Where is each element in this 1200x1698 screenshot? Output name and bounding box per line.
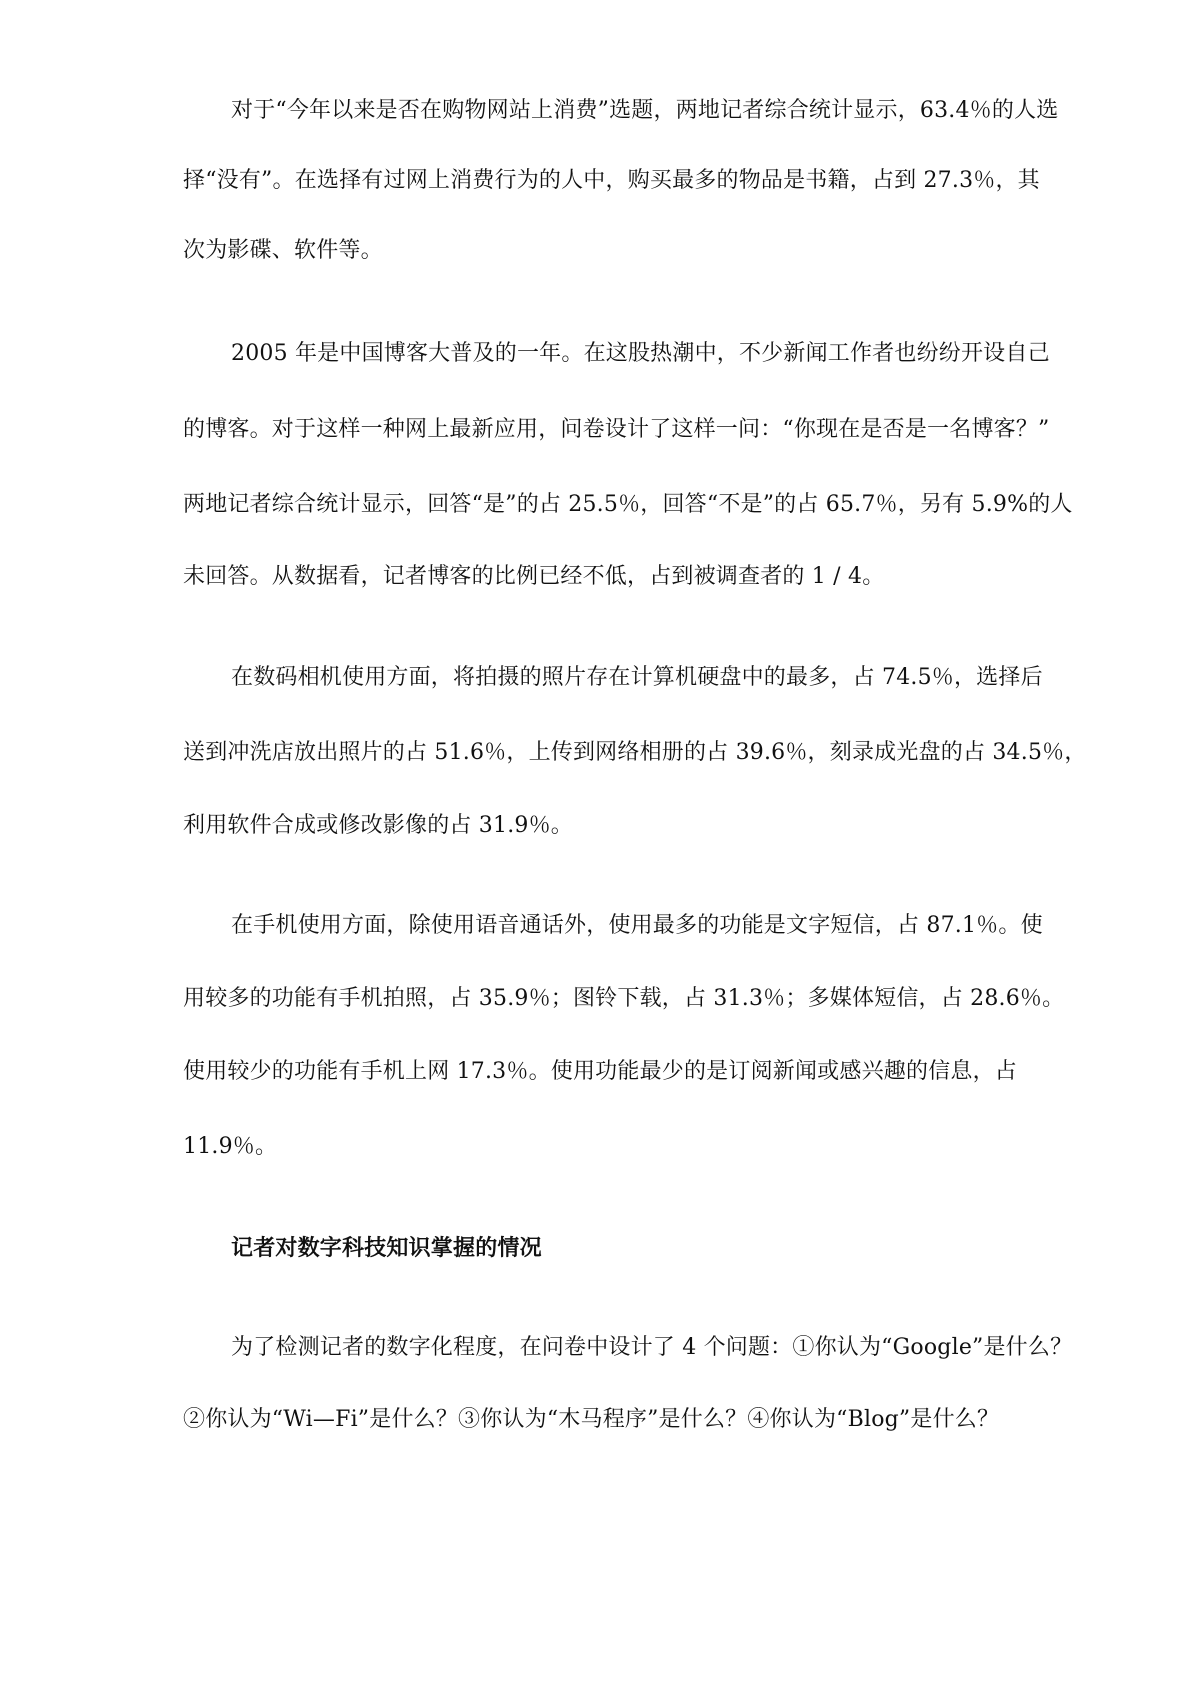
paragraph-3-line-1: 在数码相机使用方面，将拍摄的照片存在计算机硬盘中的最多，占 74.5％，选择后: [231, 665, 1043, 690]
paragraph-1-line-1: 对于“今年以来是否在购物网站上消费”选题，两地记者综合统计显示，63.4％的人选: [231, 98, 1059, 123]
paragraph-3-line-2: 送到冲洗店放出照片的占 51.6％，上传到网络相册的占 39.6％，刻录成光盘的占 34.5％，: [183, 740, 1087, 765]
paragraph-2-line-2: 的博客。对于这样一种网上最新应用，问卷设计了这样一问：“你现在是否是一名博客？”: [183, 417, 1050, 442]
paragraph-4-line-3: 使用较少的功能有手机上网 17.3％。使用功能最少的是订阅新闻或感兴趣的信息，占: [183, 1059, 1017, 1084]
paragraph-4-line-1: 在手机使用方面，除使用语音通话外，使用最多的功能是文字短信，占 87.1％。使: [231, 913, 1043, 938]
paragraph-2-line-3: 两地记者综合统计显示，回答“是”的占 25.5％，回答“不是”的占 65.7％，另有 5.9%的人: [183, 492, 1073, 517]
paragraph-2-line-1: 2005 年是中国博客大普及的一年。在这股热潮中，不少新闻工作者也纷纷开设自己: [231, 341, 1050, 366]
paragraph-1-line-2: 择“没有”。在选择有过网上消费行为的人中，购买最多的物品是书籍，占到 27.3％，其: [183, 168, 1040, 193]
paragraph-2-line-4: 未回答。从数据看，记者博客的比例已经不低，占到被调查者的 1 / 4。: [183, 564, 885, 589]
final-paragraph-line-2: ②你认为“Wi—Fi”是什么？③你认为“木马程序”是什么？④你认为“Blog”是什么？: [183, 1407, 1000, 1432]
final-paragraph-line-1: 为了检测记者的数字化程度，在问卷中设计了 4 个问题：①你认为“Google”是什么？: [231, 1335, 1073, 1360]
paragraph-4-line-2: 用较多的功能有手机拍照，占 35.9％；图铃下载，占 31.3％；多媒体短信，占 28.6％。: [183, 986, 1065, 1011]
section-heading: 记者对数字科技知识掌握的情况: [231, 1235, 542, 1261]
paragraph-4-line-4: 11.9％。: [183, 1134, 278, 1159]
paragraph-3-line-3: 利用软件合成或修改影像的占 31.9％。: [183, 813, 573, 838]
paragraph-1-line-3: 次为影碟、软件等。: [183, 238, 383, 263]
